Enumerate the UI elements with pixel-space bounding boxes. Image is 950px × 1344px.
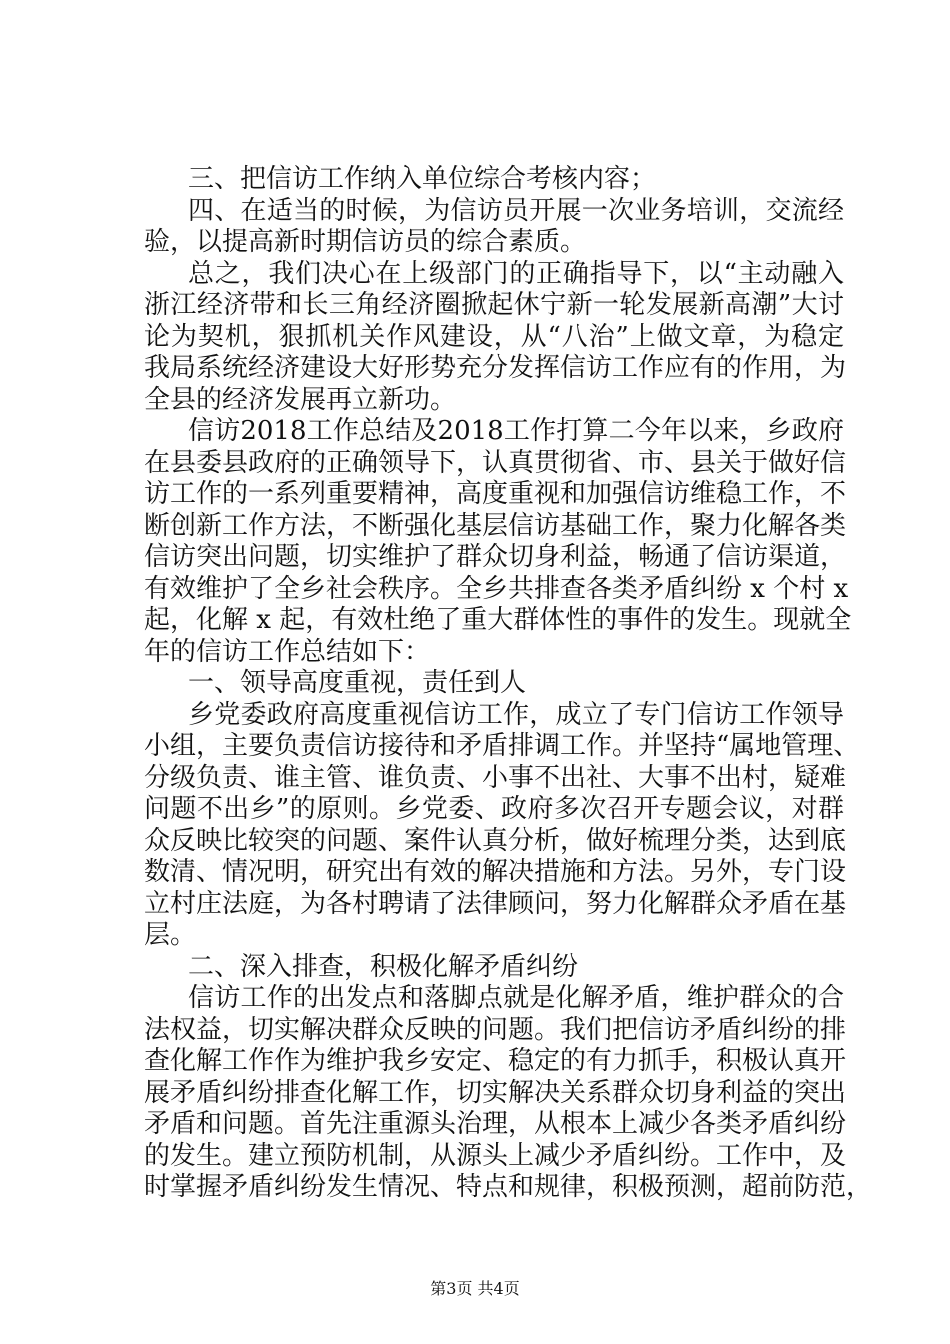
text-line: 浙江经济带和长三角经济圈掀起休宁新一轮发展新高潮”大讨	[144, 290, 844, 320]
text-line: 展矛盾纠纷排查化解工作，切实解决关系群众切身利益的突出	[144, 1077, 847, 1108]
text-line: 的发生。建立预防机制，从源头上减少矛盾纠纷。工作中，及	[144, 1140, 847, 1171]
text-line: 四、在适当的时候，为信访员开展一次业务培训，交流经	[188, 195, 844, 226]
text-line: 层。	[144, 920, 197, 950]
text-line: 我局系统经济建设大好形势充分发挥信访工作应有的作用，为	[144, 353, 847, 383]
document-body	[144, 164, 873, 1204]
text-line: 众反映比较突的问题、案件认真分析，做好梳理分类，达到底	[144, 825, 847, 856]
page-footer: 第3页 共4页	[430, 1279, 520, 1298]
text-line: 立村庄法庭，为各村聘请了法律顾问，努力化解群众矛盾在基	[144, 888, 847, 919]
text-line: 总之，我们决心在上级部门的正确指导下，以“主动融入	[188, 258, 844, 289]
text-line: 年的信访工作总结如下：	[144, 636, 431, 667]
text-line: 乡党委政府高度重视信访工作，成立了专门信访工作领导	[188, 699, 844, 730]
text-line: 信访突出问题，切实维护了群众切身利益，畅通了信访渠道，	[144, 542, 847, 572]
text-line: 三、把信访工作纳入单位综合考核内容；	[188, 164, 657, 194]
text-line: 矛盾和问题。首先注重源头治理，从根本上减少各类矛盾纠纷	[144, 1109, 847, 1139]
text-line: 法权益，切实解决群众反映的问题。我们把信访矛盾纠纷的排	[144, 1014, 847, 1045]
text-line: 全县的经济发展再立新功。	[144, 384, 457, 415]
text-line: 小组，主要负责信访接待和矛盾排调工作。并坚持“属地管理、	[144, 731, 860, 761]
text-line: 问题不出乡”的原则。乡党委、政府多次召开专题会议，对群	[144, 794, 844, 824]
text-line: 有效维护了全乡社会秩序。全乡共排查各类矛盾纠纷 x 个村 x	[144, 573, 849, 604]
text-line: 在县委县政府的正确领导下，认真贯彻省、市、县关于做好信	[144, 447, 847, 478]
text-line: 访工作的一系列重要精神，高度重视和加强信访维稳工作，不	[144, 479, 847, 509]
text-line: 查化解工作作为维护我乡安定、稳定的有力抓手，积极认真开	[144, 1046, 847, 1076]
text-line: 信访工作的出发点和落脚点就是化解矛盾，维护群众的合	[188, 983, 844, 1013]
text-line: 时掌握矛盾纠纷发生情况、特点和规律，积极预测，超前防范，	[144, 1172, 873, 1202]
text-line: 起，化解 x 起，有效杜绝了重大群体性的事件的发生。现就全	[144, 605, 852, 635]
text-line: 分级负责、谁主管、谁负责、小事不出社、大事不出村，疑难	[144, 762, 847, 793]
text-line: 信访2018工作总结及2018工作打算二今年以来，乡政府	[188, 416, 844, 446]
text-line: 数清、情况明，研究出有效的解决措施和方法。另外，专门设	[144, 857, 847, 887]
text-line: 断创新工作方法，不断强化基层信访基础工作，聚力化解各类	[144, 510, 847, 541]
text-line: 一、领导高度重视，责任到人	[188, 668, 527, 698]
text-line: 验，以提高新时期信访员的综合素质。	[144, 227, 587, 257]
text-line: 论为契机，狠抓机关作风建设，从“八治”上做文章，为稳定	[144, 321, 844, 352]
text-line: 二、深入排查，积极化解矛盾纠纷	[188, 951, 579, 982]
